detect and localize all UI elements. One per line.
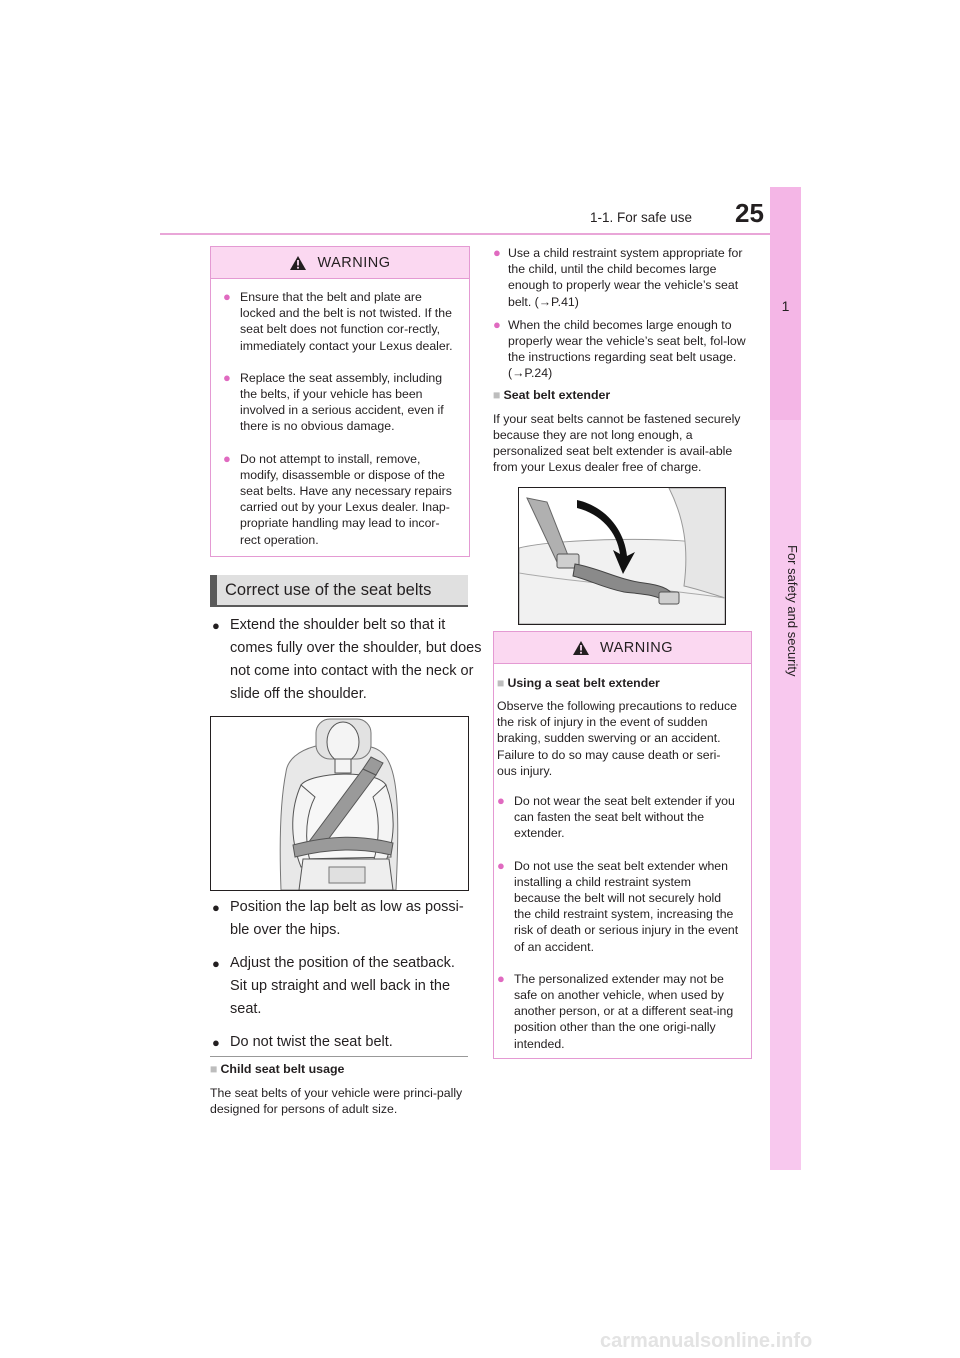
subheading-child-usage: ■ Child seat belt usage	[210, 1062, 345, 1076]
bullet-icon: ●	[223, 450, 231, 466]
section-heading-correct-use: Correct use of the seat belts	[210, 575, 468, 607]
bullet-icon: ●	[212, 900, 220, 915]
warning-box	[210, 246, 470, 557]
warning-item: ● Replace the seat assembly, including the belts, if your vehicle has been involved in a serious accident, even if there is no obvious damage.	[223, 369, 444, 434]
warning-item: ● Do not attempt to install, remove, modify, disassemble or dispose of the seat belts. Have any necessary repairs carried out by your Lexus dealer. Inap-propriate handling may lead to incor-rect operation.	[223, 450, 452, 547]
figure-seated-occupant	[210, 716, 469, 891]
bullet-icon: ●	[212, 1035, 220, 1050]
square-bullet-icon: ■	[497, 676, 505, 690]
warning-box	[493, 631, 752, 1059]
bullet-icon: ●	[223, 369, 231, 385]
bullet-item: ● Adjust the position of the seatback. Sit up straight and well back in the seat.	[212, 952, 468, 1021]
bullet-item: ● Position the lap belt as low as possi-ble over the hips.	[212, 896, 468, 942]
bullet-icon: ●	[497, 970, 505, 986]
warning-subheading: ■ Using a seat belt extender	[497, 676, 660, 690]
right-bullet-list	[493, 245, 755, 382]
bullet-item: ● Extend the shoulder belt so that it comes fully over the shoulder, but does not come into contact with the neck or slide off the shoulder.	[212, 614, 486, 706]
bullet-icon: ●	[493, 245, 501, 260]
chapter-number: 1	[781, 298, 790, 314]
warning-item: ● The personalized extender may not be safe on another vehicle, when used by another person, or at a different seat-ing position other than the one origi-nally intended.	[497, 970, 734, 1051]
bullet-item: ● Do not twist the seat belt.	[212, 1031, 468, 1054]
bullet-icon: ●	[223, 289, 231, 304]
section-title: 1-1. For safe use	[590, 210, 693, 225]
bullet-icon: ●	[497, 793, 505, 809]
seat-belt-extender-illustration	[519, 488, 725, 624]
warning-title: WARNING	[317, 254, 391, 271]
chapter-title: For safety and security	[785, 545, 800, 677]
footer-watermark: carmanualsonline.info	[600, 1330, 813, 1352]
warning-item: ● Do not use the seat belt extender when installing a child restraint system because the belt will not securely hold the child restraint system, increasing the risk of death or serious injury in the event of an accident.	[497, 857, 739, 954]
bullet-icon: ●	[212, 956, 220, 971]
bullet-item: ● Use a child restraint system appropriate for the child, until the child becomes large enough to properly wear the vehicle’s seat belt. (→P.41)	[493, 245, 743, 309]
bullet-icon: ●	[212, 618, 220, 633]
warning-title: WARNING	[599, 639, 674, 656]
divider	[210, 1056, 468, 1057]
warning-item: ● Do not wear the seat belt extender if you can fasten the seat belt without the extender.	[497, 793, 735, 841]
bullet-icon: ●	[497, 857, 505, 873]
header-rule	[160, 233, 770, 235]
figure-seat-belt-extender	[518, 487, 726, 625]
page-number: 25	[735, 198, 764, 228]
extender-text: If your seat belts cannot be fastened securely because they are not long enough, a personalized seat belt extender is avail-able from your Lexus dealer free of charge.	[493, 412, 741, 474]
bullet-icon: ●	[493, 316, 501, 332]
subheading-extender: ■ Seat belt extender	[493, 388, 611, 402]
seated-occupant-illustration	[211, 717, 468, 890]
bullet-item: ● When the child becomes large enough to properly wear the vehicle’s seat belt, fol-low the instructions regarding seat belt usage. (→P.24)	[493, 316, 746, 381]
warning-triangle-icon	[289, 255, 307, 271]
warning-header	[211, 247, 469, 279]
child-usage-text: The seat belts of your vehicle were princi-pally designed for persons of adult size.	[210, 1086, 463, 1116]
square-bullet-icon: ■	[210, 1062, 218, 1076]
square-bullet-icon: ■	[493, 388, 501, 402]
warning-paragraph: Observe the following precautions to reduce the risk of injury in the event of sudden braking, sudden swerving or an accident. Failure to do so may cause death or seri-ous injury.	[497, 699, 737, 778]
bullet-list	[212, 896, 468, 1054]
warning-header	[494, 632, 751, 664]
warning-triangle-icon	[572, 640, 590, 656]
warning-item: ● Ensure that the belt and plate are locked and the belt is not twisted. If the seat belt does not function cor-rectly, immediately contact your Lexus dealer.	[223, 289, 453, 353]
